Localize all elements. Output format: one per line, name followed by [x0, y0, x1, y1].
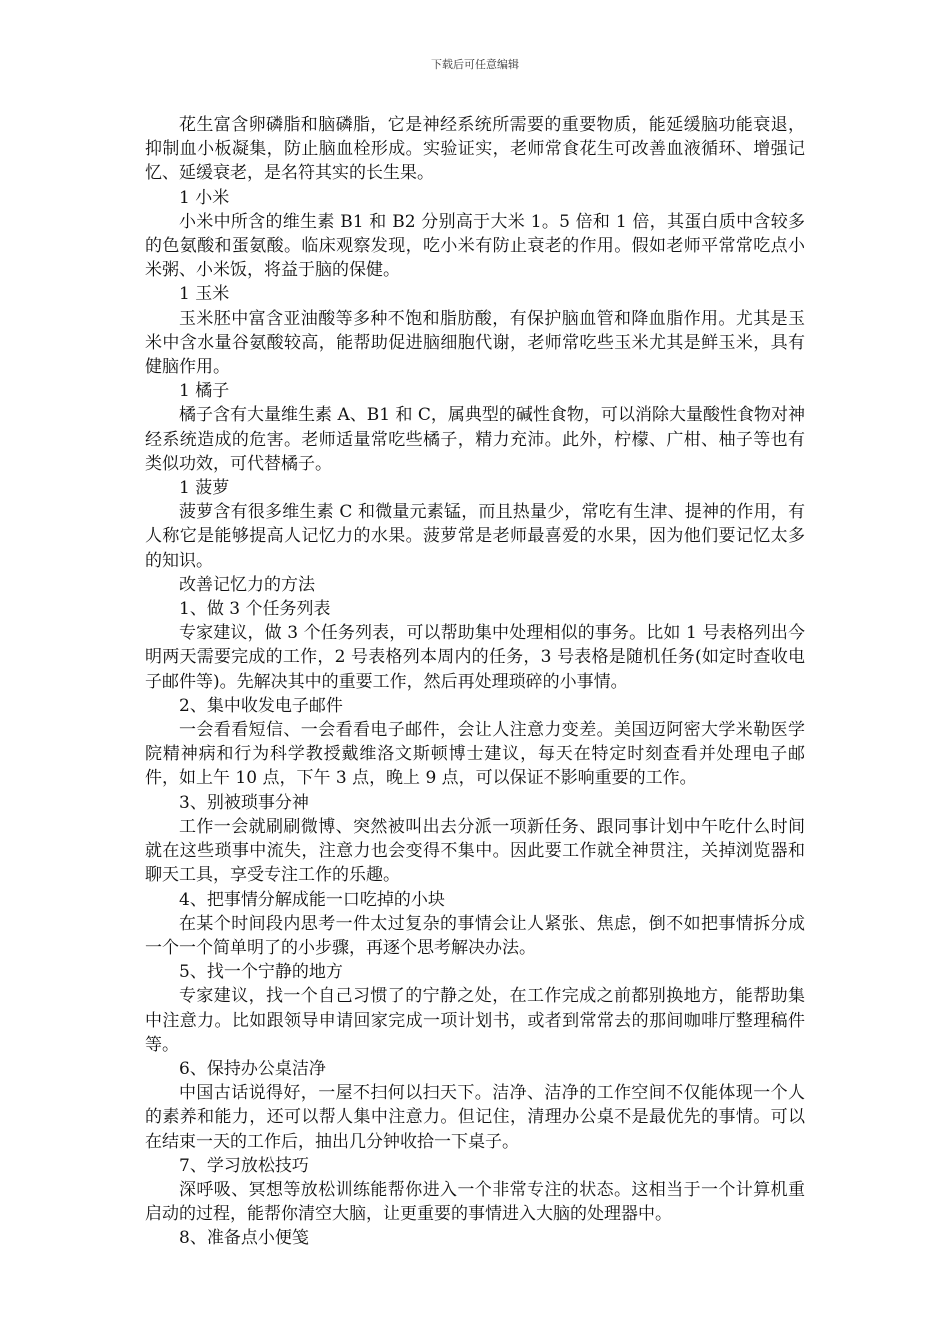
paragraph: 专家建议，做 3 个任务列表，可以帮助集中处理相似的事务。比如 1 号表格列出今明两天需要完成的工作，2 号表格列本周内的任务，3 号表格是随机任务(如定时查收电子邮件等)。先解决其中的重要工作，然后再处理琐碎的小事情。	[145, 623, 805, 692]
paragraph: 中国古话说得好，一屋不扫何以扫天下。洁净、洁净的工作空间不仅能体现一个人的素养和能力，还可以帮人集中注意力。但记住，清理办公桌不是最优先的事情。可以在结束一天的工作后，抽出几分钟收拾一下桌子。	[145, 1083, 805, 1152]
section-heading: 2、集中收发电子邮件	[179, 695, 343, 716]
section-heading: 6、保持办公桌洁净	[179, 1058, 326, 1079]
section-heading: 1、做 3 个任务列表	[179, 599, 331, 620]
paragraph: 菠萝含有很多维生素 C 和微量元素锰，而且热量少，常吃有生津、提神的作用，有人称它是能够提高人记忆力的水果。菠萝常是老师最喜爱的水果，因为他们要记忆太多的知识。	[145, 502, 805, 571]
section-heading: 8、准备点小便笺	[179, 1228, 309, 1249]
section-heading: 7、学习放松技巧	[179, 1155, 309, 1176]
paragraph: 深呼吸、冥想等放松训练能帮你进入一个非常专注的状态。这相当于一个计算机重启动的过程，能帮你清空大脑，让更重要的事情进入大脑的处理器中。	[145, 1179, 805, 1225]
paragraph: 一会看看短信、一会看看电子邮件，会让人注意力变差。美国迈阿密大学米勒医学院精神病和行为科学教授戴维洛文斯顿博士建议，每天在特定时刻查看并处理电子邮件，如上午 10 点，下午 3 点，晚上 9 点，可以保证不影响重要的工作。	[145, 720, 805, 789]
document-body	[145, 113, 805, 1251]
paragraph: 工作一会就刷刷微博、突然被叫出去分派一项新任务、跟同事计划中午吃什么时间就在这些琐事中流失，注意力也会变得不集中。因此要工作就全神贯注，关掉浏览器和聊天工具，享受专注工作的乐趣。	[145, 816, 805, 886]
paragraph: 花生富含卵磷脂和脑磷脂，它是神经系统所需要的重要物质，能延缓脑功能衰退，抑制血小板凝集，防止脑血栓形成。实验证实，老师常食花生可改善血液循环、增强记忆、延缓衰老，是名符其实的长生果。	[145, 115, 805, 184]
paragraph: 小米中所含的维生素 B1 和 B2 分别高于大米 1。5 倍和 1 倍，其蛋白质中含较多的色氨酸和蛋氨酸。临床观察发现，吃小米有防止衰老的作用。假如老师平常常吃点小米粥、小米饭，将益于脑的保健。	[145, 211, 805, 281]
paragraph: 玉米胚中富含亚油酸等多种不饱和脂肪酸，有保护脑血管和降血脂作用。尤其是玉米中含水量谷氨酸较高，能帮助促进脑细胞代谢，老师常吃些玉米尤其是鲜玉米，具有健脑作用。	[145, 308, 805, 378]
section-heading: 1 菠萝	[179, 478, 230, 499]
section-heading: 1 小米	[179, 187, 230, 208]
section-title: 改善记忆力的方法	[179, 574, 315, 595]
section-heading: 4、把事情分解成能一口吃掉的小块	[179, 889, 445, 910]
section-heading: 5、找一个宁静的地方	[179, 962, 343, 983]
paragraph: 专家建议，找一个自己习惯了的宁静之处，在工作完成之前都别换地方，能帮助集中注意力。比如跟领导申请回家完成一项计划书，或者到常常去的那间咖啡厅整理稿件等。	[145, 986, 805, 1055]
paragraph: 在某个时间段内思考一件太过复杂的事情会让人紧张、焦虑，倒不如把事情拆分成一个一个简单明了的小步骤，再逐个思考解决办法。	[145, 913, 805, 958]
section-heading: 3、别被琐事分神	[179, 792, 309, 813]
paragraph: 橘子含有大量维生素 A、B1 和 C，属典型的碱性食物，可以消除大量酸性食物对神经系统造成的危害。老师适量常吃些橘子，精力充沛。此外，柠檬、广柑、柚子等也有类似功效，可代替橘子。	[145, 405, 805, 474]
section-heading: 1 玉米	[179, 284, 230, 305]
page-header: 下载后可任意编辑	[431, 58, 519, 71]
section-heading: 1 橘子	[179, 381, 230, 402]
